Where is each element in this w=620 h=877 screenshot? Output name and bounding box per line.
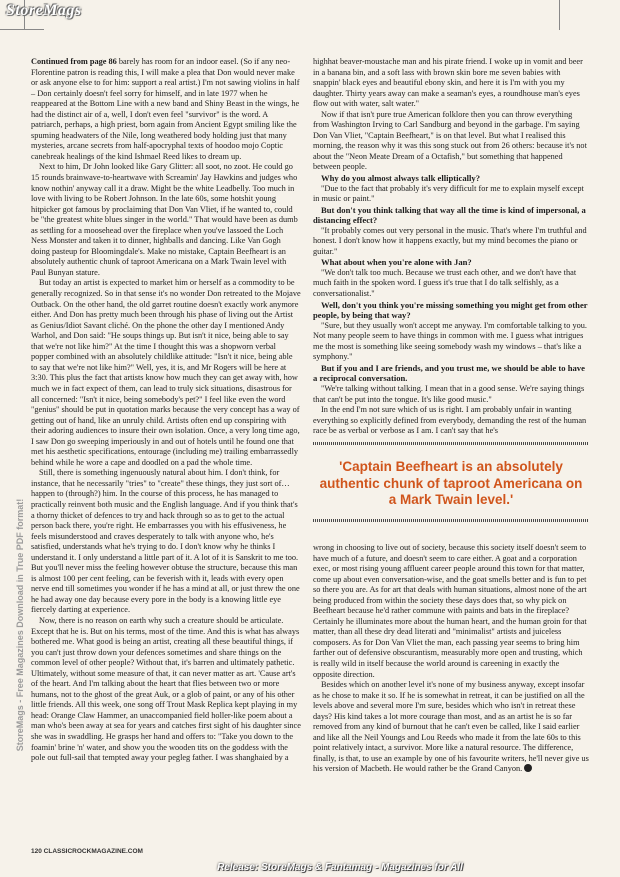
article-right-column-bottom: [313, 543, 589, 775]
article-paragraph: In the end I'm not sure which of us is right. I am probably unfair in wanting everything so explicitly defined from everybody, demanding the rest of the human race be as verbal or verbose as I am. I can't say that he's: [313, 405, 587, 436]
crop-mark-horizontal: [0, 29, 44, 30]
article-paragraph: highhat beaver-moustache man and his pirate friend. I woke up in vomit and beer in a banana bin, and a soft lass with brown skin bore me seven babies with snappin' black eyes and beautiful ebony skin, and here it is I'm with you my daughter. Thirty years away can make a seaman's eyes, a roundhouse man's eyes flow out with water, salt water.": [313, 57, 583, 109]
interview-question: What about when you're alone with Jan?: [321, 257, 472, 268]
page-footer: 120 CLASSICROCKMAGAZINE.COM: [31, 848, 143, 855]
interview-question: Why do you almost always talk elliptically?: [321, 173, 480, 184]
article-paragraph: wrong in choosing to live out of society, because this society itself doesn't seem to have much of a future, and doesn't seem to care either. A goat and a corporation exec, or most rising young affluent career people around this town for that matter, come up about even conversation-wise, and the goat smells better and is fun to pet so there you are. As for art that deals with human situations, almost none of the art being produced from within the society these days does that, so why pick on Beefheart because he'd rather commune with paints and bats in the fireplace? Certainly he illuminates more about the human heart, and the human groin for that matter, than all these dry dead literati and "minimalist" artists and juiceless composers. As for Don Van Vliet the man, each passing year seems to bring him farther out of defensive obscurantism, measurably more open and trusting, which is really wild in itself because the world around is careening in exactly the opposite direction.: [313, 543, 587, 679]
paragraph-text: barely has room for an indoor easel. (So if any neo-Florentine patron is reading this, I will make a plea that Don would never make or ask anyone else to for him: support a real artist.) I'm not sawing violins in half – Don certainly doesn't feel sorry for himself, and in late 1977 when he reappeared at the Bottom Line with a new band and Shiny Beast in the wings, he had the distinct air of a, well, I don't even feel "survivor" is the word. A patriarch, perhaps, a high priest, born again from Ancient Egypt smiling like the spuming headwaters of the Nile, long weathered body holding just that many mysteries, arcane secrets from half-apocryphal texts of hoodoo mojo Coptic canebreak healings of the kind Ishmael Reed likes to dream up.: [31, 57, 300, 161]
pull-quote-box: [313, 442, 589, 532]
article-paragraph: "Sure, but they usually won't accept me anyway. I'm comfortable talking to you. Not many people seem to have things in common with me. I guess what intrigues me the most is something like seeing somebody wash my windows – that's like a symphony.": [313, 320, 587, 362]
interview-question: But if you and I are friends, and you trust me, we should be able to have a reciprocal conversation.: [313, 362, 585, 384]
article-paragraph: Next to him, Dr John looked like Gary Glitter: all soot, no zoot. He could go 15 rounds brainwave-to-heartwave with Screamin' Jay Hawkins and judges who know nothin' anyway call it a draw. Might be the white Leadbelly. Too much in love with living to be Robert Johnson. In the late 60s, some hotshit young hitpicker got famous by proclaiming that Don Van Vliet, if he wanted to, could be "the greatest white blues singer in the world." That would have been as dumb as settling for a moosehead over the fireplace when you've lassoed the Loch Ness Monster and taken it to dinner, highballs and dancing. Like Van Gogh doing pasteup for Bloomingdale's. Make no mistake, Captain Beefheart is an absolutely authentic chunk of taproot Americana on a Mark Twain level with Paul Bunyan stature.: [31, 162, 298, 277]
article-paragraph: "We don't talk too much. Because we trust each other, and we don't have that much faith in the spoken word. I guess it's true that I do talk selfishly, as a conversationalist.": [313, 267, 577, 299]
pull-quote: 'Captain Beefheart is an absolutely authentic chunk of taproot Americana on a Mark Twain level.': [319, 459, 583, 507]
end-of-article-icon: [524, 764, 532, 772]
article-paragraph: "It probably comes out very personal in the music. That's where I'm truthful and honest. I don't know how it happens exactly, but my mind becomes the piano or guitar.": [313, 225, 587, 256]
article-paragraph: Now if that isn't pure true American folklore then you can throw everything from Washington Irving to Carl Sandburg and beyond in the garbage. I'm saying Don Van Vliet, "Captain Beefheart," is on that level. But what I realised this morning, the reason why it was this song stuck out from 26 others: because it's not about the "Neon Meate Dream of a Octafish," but something that happened between people.: [313, 109, 587, 172]
interview-question: But don't you think talking that way all the time is kind of impersonal, a distancing effect?: [313, 204, 586, 226]
article-paragraph: Now, there is no reason on earth why such a creature should be articulate. Except that he is. But on his terms, most of the time. And this is what has always bothered me. What good is being an artist, creating all these beautiful things, if you can't just throw down your defences sometimes and share things on the common level of other people? Without that, it's barren and ultimately pathetic. Ultimately, without some measure of that, it can never matter as art. 'Cause art's of the heart. And I'm talking about the heart that flies between two or more humans, not to the ghost of the great Auk, or a glob of paint, or any of his other little friends. All this week, one song off Trout Mask Replica kept playing in my head: Orange Claw Hammer, an unaccompanied field holler-like poem about a man who's been away at sea for years and catches first sight of his daughter since she was in swaddling. He grasps her hand and offers to: "Take you down to the foamin' brine 'n' water, and show you the wooden tits on the goddess with the pole out full-sail that tempted away your pegleg father. I was shanghaied by a: [31, 615, 301, 763]
side-watermark: StoreMags - Free Magazines Download in True PDF format!: [15, 498, 25, 752]
continued-label: Continued from page 86: [31, 57, 117, 66]
pull-quote-rule-bottom: [313, 519, 589, 522]
article-paragraph: [313, 680, 589, 775]
release-banner: Release: StoreMags & Fantamag - Magazines for All: [217, 862, 463, 873]
article-paragraph: "Due to the fact that probably it's very difficult for me to explain myself except in music or paint.": [313, 183, 584, 204]
crop-mark-right: [559, 0, 560, 30]
article-right-column-top: [313, 57, 589, 437]
article-left-column: [31, 57, 301, 764]
article-paragraph: [31, 57, 301, 162]
interview-question: Well, don't you think you're missing something you might get from other people, by being that way?: [313, 299, 588, 321]
storemags-watermark-top: StoreMags: [6, 2, 82, 19]
article-paragraph: But today an artist is expected to market him or herself as a commodity to be generally recognized. So in that sense it's no wonder Don retreated to the Mojave Outback. On the other hand, the old garret routine doesn't exactly work anymore either. And Don has pretty much been through his phase of living out the Artist as Genius/Idiot Savant cliché. On the phone the other day I mentioned Andy Warhol, and Don said: "He soups things up. But isn't it nice, being able to say that we're not like him?" At the time I thought this was a shopworn verbal popper combined with an absolutely childlike attitude: "Isn't it nice, being able to say that we're not like him?" Well, yes, it is, and Mr Rogers will be here at 3:30. This plus the fact that artists know how much they can get away with, how much we in fact expect of them, can lead to truly sick situations, disastrous for all concerned: "Isn't it nice, being somebody's pet?" I feel like even the word "genius" should be put in quotation marks because the very concept has a way of getting out of hand, like an unruly child. Artists often end up conspiring with their adoring audiences to insure their own isolation. Once, a very long time ago, I saw Don go sweeping imperiously in and out of hotels until he found one that met his aesthetic specifications, entourage (including me) trailing embarrassedly behind while he wore a cape and doodled on a pad the whole time.: [31, 278, 301, 467]
article-paragraph: "We're talking without talking. I mean that in a good sense. We're saying things that can't be put into the tongue. It's like good music.": [313, 383, 585, 404]
article-paragraph: Still, there is something ingenuously natural about him. I don't think, for instance, that he necessarily "tries" to "create" these things, they just sort of… happen to (through?) him. In the course of this process, he has managed to practically reinvent both music and the English language. And if you think that's a thorny thicket of defences to try and hack through so as to get to the actual person back there, you're right. He embarrasses you with his effusiveness, he feels misunderstood and craves desperately to talk with anyone who, he's satisfied, understands what he's trying to do. I don't know why he thinks I understand it. I only understand a little part of it. A lot of it is Sanskrit to me too. But you'll never miss the feeling however obtuse the structure, because this man is almost 100 per cent feeling, can be feverish with it, leads with every open nerve end till sometimes you wonder if he has a mind at all, or just threw the one he had away one day because every pore in the body is a knowing little eye fiercely darting at experience.: [31, 468, 300, 615]
paragraph-text: Besides which on another level it's none of my business anyway, except insofar as he chose to make it so. If he is somewhat in retreat, it can be justified on all the levels above and several more I'm sure, besides which who isn't in retreat these days? His kind takes a lot more courage than most, and as an artist he is so far removed from any kind of burnout that he can't even be called, like I said earlier and like all the Neil Youngs and Lou Reeds who made it from the late 60s to this point relatively intact, a survivor. More like a natural resource. The difference, finally, is that, to use an example by one of his favourite writers, he'll never give us his version of Macbeth. He would rather be the Grand Canyon.: [313, 680, 589, 774]
